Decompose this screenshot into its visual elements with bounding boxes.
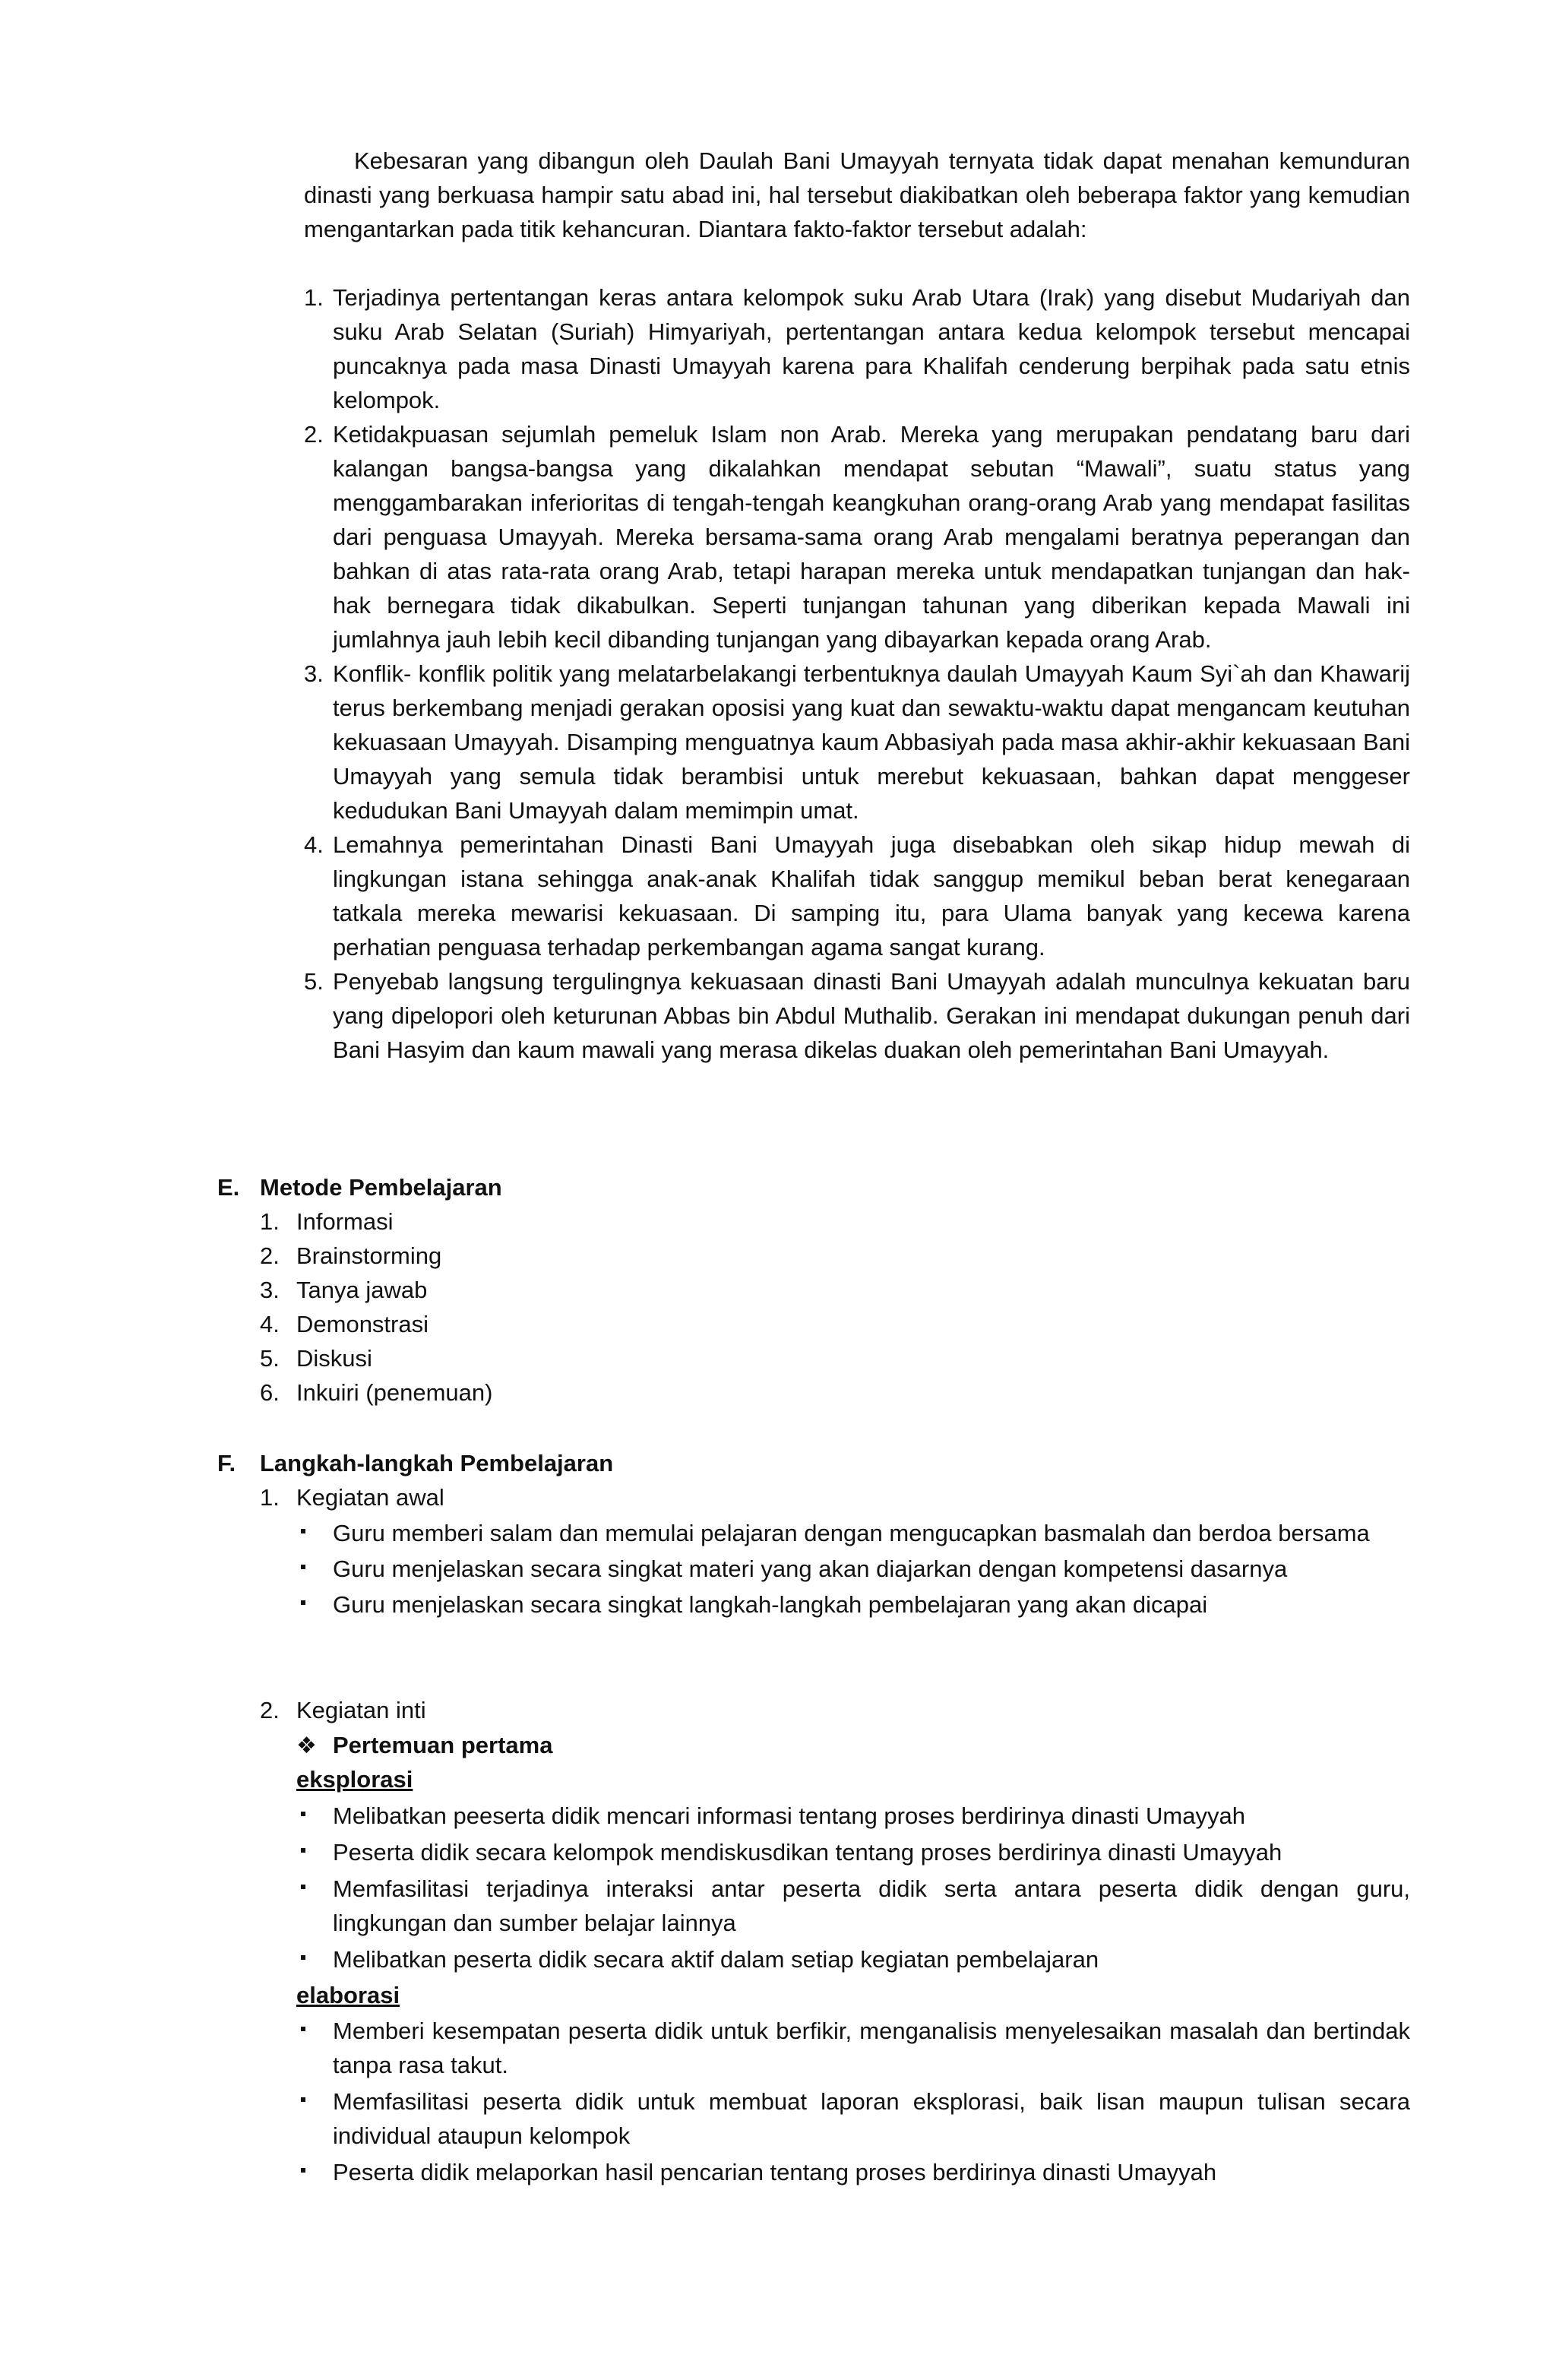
bullet-square-icon (301, 2168, 305, 2173)
item-number: 2. (260, 1242, 280, 1269)
bullet-square-icon (301, 2027, 305, 2031)
step-title: Kegiatan inti (296, 1697, 426, 1723)
item-number: 4. (304, 831, 324, 858)
list-item (304, 828, 1410, 964)
item-number: 5. (260, 1345, 280, 1372)
item-number: 1. (304, 284, 324, 311)
bullet-item (296, 1872, 1410, 1940)
list-item (304, 964, 1410, 1067)
bullet-square-icon (301, 2097, 305, 2102)
bullet-square-icon (301, 1529, 305, 1533)
bullet-square-icon (301, 1848, 305, 1853)
step-kegiatan-inti (260, 1693, 426, 1727)
intro-paragraph: Kebesaran yang dibangun oleh Daulah Bani Umayyah ternyata tidak dapat menahan kemunduran dinasti yang berkuasa hampir satu abad ini, hal tersebut diakibatkan oleh beberapa faktor yang kemudian mengantarkan pada titik kehancuran. Diantara fakto-faktor tersebut adalah: (304, 147, 1410, 242)
eksplorasi-heading: eksplorasi (296, 1766, 413, 1793)
bullet-item (296, 1942, 1410, 1976)
meeting-heading (296, 1728, 552, 1763)
bullet-square-icon (301, 1600, 305, 1605)
item-text: Penyebab langsung tergulingnya kekuasaan dinasti Bani Umayyah adalah munculnya kekuatan baru yang dipelopori oleh keturunan Abbas bin Abdul Muthalib. Gerakan ini mendapat dukungan penuh dari Bani Hasyim dan kaum mawali yang merasa dikelas duakan oleh pemerintahan Bani Umayyah. (333, 968, 1410, 1063)
section-title: Metode Pembelajaran (260, 1174, 502, 1201)
item-text: Ketidakpuasan sejumlah pemeluk Islam non Arab. Mereka yang merupakan pendatang baru dari kalangan bangsa-bangsa yang dikalahkan mendapat sebutan “Mawali”, suatu status yang menggambarakan inferioritas di tengah-tengah keangkuhan orang-orang Arab yang mendapat fasilitas dari penguasa Umayyah. Mereka bersama-sama orang Arab mengalami beratnya peperangan dan bahkan di atas rata-rata orang Arab, tetapi harapan mereka untuk mendapatkan tunjangan dan hak-hak bernegara tidak dikabulkan. Seperti tunjangan tahunan yang diberikan kepada Mawali ini jumlahnya jauh lebih kecil dibanding tunjangan yang dibayarkan kepada orang Arab. (333, 421, 1410, 653)
bullet-text: Peserta didik secara kelompok mendiskusdikan tentang proses berdirinya dinasti Umayyah (333, 1839, 1282, 1866)
section-letter: F. (217, 1450, 236, 1476)
list-item (304, 657, 1410, 828)
item-text: Tanya jawab (296, 1277, 428, 1303)
bullet-text: Guru memberi salam dan memulai pelajaran dengan mengucapkan basmalah dan berdoa bersama (333, 1520, 1370, 1546)
section-title: Langkah-langkah Pembelajaran (260, 1450, 614, 1476)
bullet-square-icon (301, 1955, 305, 1960)
item-number: 5. (304, 968, 324, 995)
item-number: 3. (260, 1277, 280, 1303)
elaborasi-heading: elaborasi (296, 1982, 400, 2008)
item-text: Inkuiri (penemuan) (296, 1379, 493, 1406)
bullet-text: Peserta didik melaporkan hasil pencarian tentang proses berdirinya dinasti Umayyah (333, 2159, 1217, 2185)
list-item (260, 1204, 716, 1239)
step-number: 1. (260, 1484, 280, 1511)
list-item (260, 1341, 716, 1375)
bullet-square-icon (301, 1565, 305, 1569)
bullet-item (296, 1516, 1410, 1550)
item-text: Informasi (296, 1208, 394, 1235)
decline-factors-list (304, 280, 1410, 1067)
bullet-text: Melibatkan peserta didik secara aktif dalam setiap kegiatan pembelajaran (333, 1946, 1099, 1973)
list-item (304, 417, 1410, 657)
bullet-item (296, 1835, 1410, 1869)
bullet-item (296, 1587, 1410, 1622)
diamond-bullet-icon: ❖ (296, 1733, 317, 1758)
bullet-text: Memfasilitasi terjadinya interaksi antar peserta didik serta antara peserta didik dengan guru, lingkungan dan sumber belajar lainnya (333, 1875, 1410, 1936)
item-text: Brainstorming (296, 1242, 442, 1269)
list-item (260, 1239, 716, 1273)
section-f-heading (217, 1446, 613, 1480)
step-kegiatan-awal (260, 1480, 444, 1514)
bullet-text: Guru menjelaskan secara singkat materi yang akan diajarkan dengan kompetensi dasarnya (333, 1556, 1288, 1582)
bullet-item (296, 2084, 1410, 2153)
item-text: Terjadinya pertentangan keras antara kelompok suku Arab Utara (Irak) yang disebut Mudariyah dan suku Arab Selatan (Suriah) Himyariyah, pertentangan antara kedua kelompok tersebut mencapai puncaknya pada masa Dinasti Umayyah karena para Khalifah cenderung berpihak pada satu etnis kelompok. (333, 284, 1410, 413)
item-number: 2. (304, 421, 324, 448)
bullet-item (296, 2014, 1410, 2082)
bullet-text: Memberi kesempatan peserta didik untuk berfikir, menganalisis menyelesaikan masalah dan bertindak tanpa rasa takut. (333, 2018, 1410, 2078)
item-number: 4. (260, 1311, 280, 1337)
meeting-title: Pertemuan pertama (333, 1732, 553, 1758)
bullet-square-icon (301, 1812, 305, 1816)
bullet-text: Melibatkan peeserta didik mencari informasi tentang proses berdirinya dinasti Umayyah (333, 1802, 1245, 1829)
section-letter: E. (217, 1174, 240, 1201)
step-number: 2. (260, 1697, 280, 1723)
bullet-item (296, 2155, 1410, 2189)
step-title: Kegiatan awal (296, 1484, 444, 1511)
section-e-heading (217, 1170, 502, 1204)
list-item (260, 1375, 716, 1410)
item-number: 6. (260, 1379, 280, 1406)
bullet-item (296, 1799, 1410, 1833)
bullet-text: Memfasilitasi peserta didik untuk membuat laporan eksplorasi, baik lisan maupun tulisan secara individual ataupun kelompok (333, 2088, 1410, 2149)
item-number: 1. (260, 1208, 280, 1235)
bullet-text: Guru menjelaskan secara singkat langkah-langkah pembelajaran yang akan dicapai (333, 1591, 1208, 1618)
list-item (304, 280, 1410, 417)
item-text: Diskusi (296, 1345, 372, 1372)
elaborasi-bullets (296, 2014, 1410, 2189)
item-text: Konflik- konflik politik yang melatarbelakangi terbentuknya daulah Umayyah Kaum Syi`ah dan Khawarij terus berkembang menjadi gerakan oposisi yang kuat dan sewaktu-waktu dapat mengancam keutuhan kekuasaan Umayyah. Disamping menguatnya kaum Abbasiyah pada masa akhir-akhir kekuasaan Bani Umayyah yang semula tidak berambisi untuk merebut kekuasaan, bahkan dapat menggeser kedudukan Bani Umayyah dalam memimpin umat. (333, 660, 1410, 824)
bullet-item (296, 1552, 1410, 1586)
bullet-square-icon (301, 1885, 305, 1889)
eksplorasi-bullets (296, 1799, 1410, 1976)
kegiatan-awal-bullets (296, 1516, 1410, 1622)
list-item (260, 1273, 716, 1307)
methods-list (260, 1204, 716, 1410)
item-text: Demonstrasi (296, 1311, 429, 1337)
item-number: 3. (304, 660, 324, 687)
item-text: Lemahnya pemerintahan Dinasti Bani Umayyah juga disebabkan oleh sikap hidup mewah di lingkungan istana sehingga anak-anak Khalifah tidak sanggup memikul beban berat kenegaraan tatkala mereka mewarisi kekuasaan. Di samping itu, para Ulama banyak yang kecewa karena perhatian penguasa terhadap perkembangan agama sangat kurang. (333, 831, 1410, 961)
list-item (260, 1307, 716, 1341)
